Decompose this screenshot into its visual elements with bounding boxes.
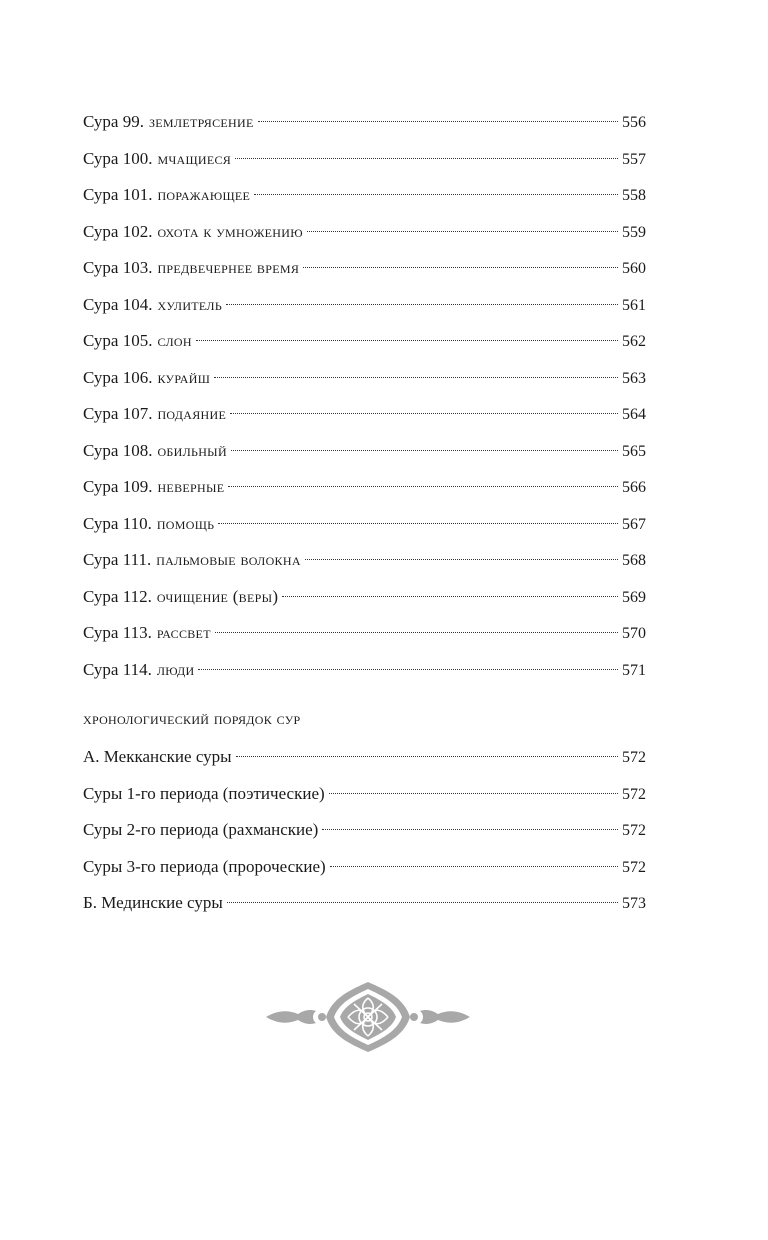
surah-title: пальмовые волокна [156, 550, 301, 569]
page-number: 567 [622, 515, 646, 533]
dot-leader [226, 304, 618, 305]
surah-list [83, 104, 646, 688]
page-number: 558 [622, 187, 646, 204]
page-number: 573 [622, 895, 646, 912]
chronology-entry [83, 812, 646, 849]
surah-entry [83, 433, 646, 470]
surah-number: Сура 114. [83, 659, 152, 679]
surah-entry [83, 615, 646, 652]
dot-leader [303, 267, 618, 268]
dot-leader [198, 669, 618, 670]
dot-leader [254, 194, 618, 195]
dot-leader [214, 377, 618, 378]
surah-number: Сура 113. [83, 623, 152, 642]
page-number: 556 [622, 114, 646, 131]
chronology-title: Б. Мединские суры [83, 893, 223, 912]
surah-entry [83, 287, 646, 324]
dot-leader [227, 902, 618, 903]
chronology-title: Суры 3-го периода (пророческие) [83, 856, 326, 876]
surah-entry [83, 323, 646, 360]
surah-entry [83, 177, 646, 214]
surah-number: Сура 99. [83, 112, 144, 131]
page-number: 564 [622, 406, 646, 423]
page-number: 568 [622, 552, 646, 569]
surah-number: Сура 109. [83, 477, 153, 496]
dot-leader [218, 523, 618, 524]
surah-entry [83, 250, 646, 287]
dot-leader [230, 413, 618, 414]
dot-leader [196, 340, 618, 341]
page-number: 559 [622, 223, 646, 241]
chronology-title: Суры 1-го периода (поэтические) [83, 783, 325, 803]
surah-title: землетрясение [148, 112, 254, 131]
dot-leader [322, 829, 618, 830]
chronology-title: Суры 2-го периода (рахманские) [83, 820, 319, 839]
surah-title: охота к умножению [157, 221, 303, 241]
arabesque-ornament-icon [264, 980, 472, 1054]
dot-leader [258, 121, 618, 122]
surah-title: рассвет [156, 623, 211, 642]
surah-number: Сура 108. [83, 440, 153, 460]
dot-leader [231, 450, 618, 451]
page-number: 562 [622, 333, 646, 350]
dot-leader [235, 158, 618, 159]
surah-title: поражающее [157, 185, 251, 204]
surah-number: Сура 112. [83, 586, 152, 606]
surah-title: курайш [157, 367, 211, 387]
surah-title: люди [156, 659, 195, 679]
surah-title: предвечернее время [157, 258, 300, 277]
surah-entry [83, 506, 646, 543]
surah-title: очищение (веры) [156, 586, 279, 606]
chronology-title: А. Мекканские суры [83, 747, 232, 766]
page-number: 561 [622, 296, 646, 314]
dot-leader [329, 793, 618, 794]
chronology-entry [83, 885, 646, 922]
surah-number: Сура 107. [83, 404, 153, 423]
chronology-heading: хронологический порядок сур [83, 709, 301, 728]
page-number: 572 [622, 858, 646, 876]
chronology-entry [83, 739, 646, 776]
surah-number: Сура 104. [83, 294, 153, 314]
chronology-entry [83, 849, 646, 886]
dot-leader [305, 559, 618, 560]
page-number: 557 [622, 150, 646, 168]
dot-leader [330, 866, 618, 867]
chronology-list [83, 739, 646, 922]
dot-leader [282, 596, 618, 597]
surah-number: Сура 105. [83, 331, 153, 350]
surah-title: слон [157, 331, 192, 350]
dot-leader [236, 756, 618, 757]
table-of-contents [83, 104, 646, 922]
surah-number: Сура 106. [83, 367, 153, 387]
surah-entry [83, 652, 646, 689]
dot-leader [215, 632, 618, 633]
page-number: 572 [622, 749, 646, 766]
surah-entry [83, 141, 646, 178]
surah-number: Сура 102. [83, 221, 153, 241]
surah-number: Сура 110. [83, 513, 152, 533]
surah-title: обильный [157, 440, 227, 460]
surah-entry [83, 579, 646, 616]
surah-number: Сура 100. [83, 148, 153, 168]
dot-leader [228, 486, 618, 487]
surah-entry [83, 469, 646, 506]
page-number: 572 [622, 822, 646, 839]
chronology-entry [83, 776, 646, 813]
surah-entry [83, 396, 646, 433]
page-number: 566 [622, 479, 646, 496]
surah-entry [83, 360, 646, 397]
surah-title: хулитель [157, 294, 223, 314]
surah-title: неверные [157, 477, 225, 496]
page-number: 570 [622, 625, 646, 642]
page-number: 572 [622, 785, 646, 803]
surah-number: Сура 103. [83, 258, 153, 277]
surah-title: мчащиеся [157, 148, 232, 168]
surah-title: подаяние [157, 404, 227, 423]
surah-entry [83, 542, 646, 579]
page-number: 560 [622, 260, 646, 277]
page-number: 565 [622, 442, 646, 460]
page-number: 571 [622, 661, 646, 679]
surah-number: Сура 101. [83, 185, 153, 204]
dot-leader [307, 231, 618, 232]
page-number: 563 [622, 369, 646, 387]
surah-number: Сура 111. [83, 550, 152, 569]
surah-entry [83, 214, 646, 251]
surah-entry [83, 104, 646, 141]
surah-title: помощь [156, 513, 215, 533]
page-number: 569 [622, 588, 646, 606]
